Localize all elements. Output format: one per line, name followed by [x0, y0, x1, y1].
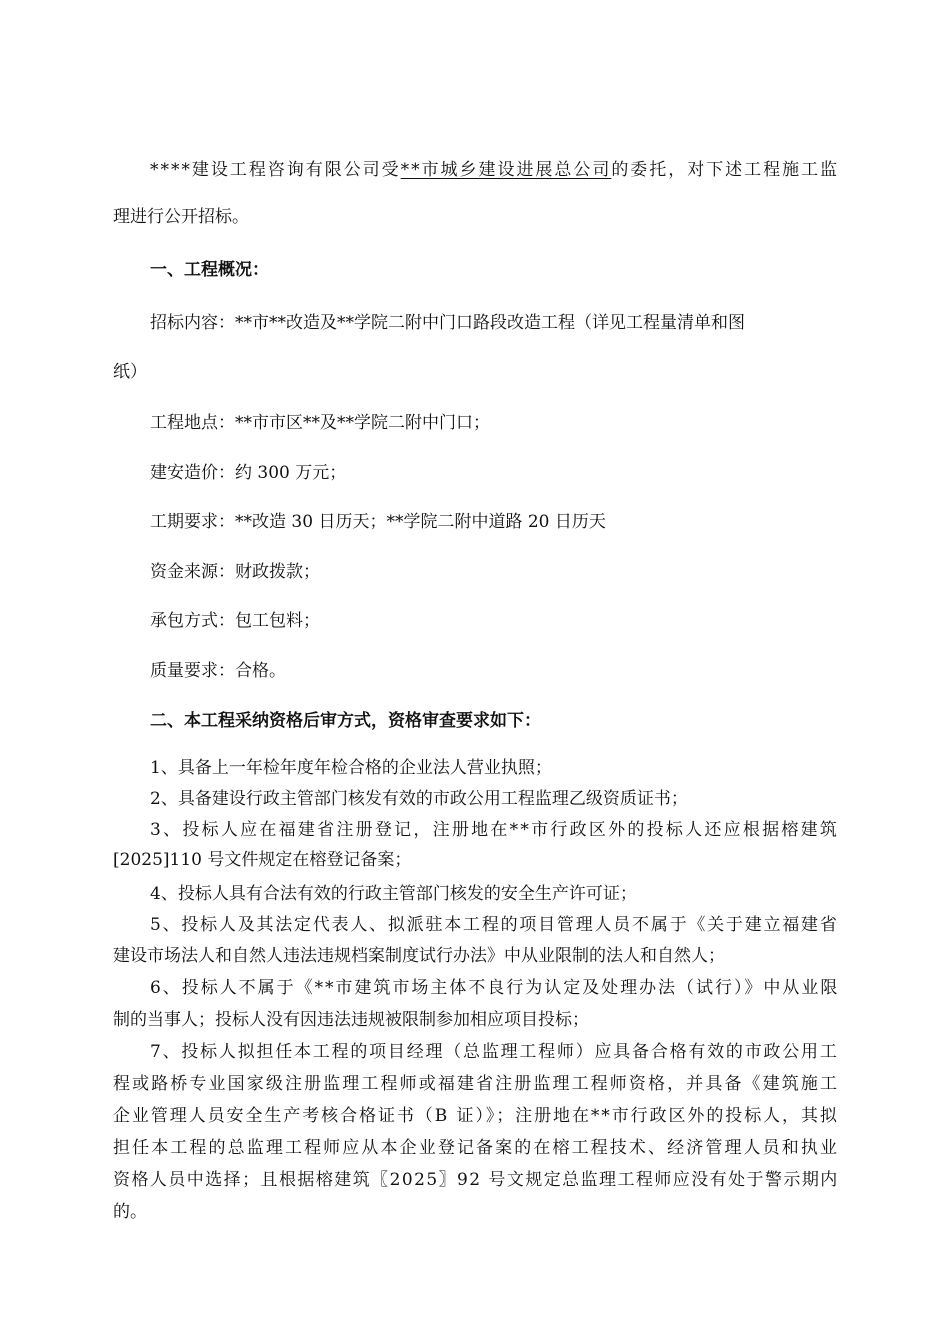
requirement-item-7-line-3: 企业管理人员安全生产考核合格证书（B 证）》；注册地在**市行政区外的投标人，其拟 — [113, 1106, 839, 1126]
contract-method: 承包方式：包工包料； — [150, 611, 320, 631]
requirement-item-6-line-1: 6、投标人不属于《**市建筑市场主体不良行为认定及处理办法（试行）》中从业限 — [150, 978, 840, 998]
funding-source: 资金来源：财政拨款； — [150, 562, 320, 582]
client-name: **市城乡建设进展总公司 — [400, 160, 612, 180]
requirement-item-4: 4、投标人具有合法有效的行政主管部门核发的安全生产许可证； — [150, 884, 637, 904]
project-location: 工程地点：**市市区**及**学院二附中门口； — [150, 413, 490, 433]
requirement-item-5-line-2: 建设市场法人和自然人违法违规档案制度试行办法》中从业限制的法人和自然人； — [113, 946, 725, 966]
intro-line-2: 理进行公开招标。 — [113, 207, 249, 227]
requirement-item-7-line-1: 7、投标人拟担任本工程的项目经理（总监理工程师）应具备合格有效的市政公用工 — [150, 1042, 839, 1062]
requirement-item-7-line-5: 资格人员中选择；且根据榕建筑〖2025〗92 号文规定总监理工程师应没有处于警示期内 — [113, 1170, 839, 1190]
requirement-item-1: 1、具备上一年检年度年检合格的企业法人营业执照； — [150, 758, 552, 778]
quality-requirement: 质量要求：合格。 — [150, 661, 286, 681]
requirement-item-5-line-1: 5、投标人及其法定代表人、拟派驻本工程的项目管理人员不属于《关于建立福建省 — [150, 915, 839, 935]
section1-heading: 一、工程概况： — [150, 260, 269, 280]
duration-requirement: 工期要求：**改造 30 日历天；**学院二附中道路 20 日历天 — [150, 512, 606, 532]
requirement-item-7-line-6: 的。 — [113, 1202, 147, 1222]
requirement-item-7-line-2: 程或路桥专业国家级注册监理工程师或福建省注册监理工程师资格，并具备《建筑施工 — [113, 1074, 840, 1094]
intro-line-1 — [150, 158, 839, 182]
construction-cost: 建安造价：约 300 万元； — [150, 463, 347, 483]
requirement-item-3-line-1: 3、投标人应在福建省注册登记，注册地在**市行政区外的投标人还应根据榕建筑 — [150, 820, 840, 840]
requirement-item-7-line-4: 担任本工程的总监理工程师应从本企业登记备案的在榕工程技术、经济管理人员和执业 — [113, 1138, 840, 1158]
requirement-item-6-line-2: 制的当事人；投标人没有因违法违规被限制参加相应项目投标； — [113, 1010, 589, 1030]
intro-suffix: 的委托，对下述工程施工监 — [611, 160, 840, 180]
requirement-item-3-line-2: [2025]110 号文件规定在榕登记备案； — [113, 850, 412, 870]
bid-content-line-2: 纸） — [113, 362, 147, 382]
intro-prefix: ****建设工程咨询有限公司受 — [150, 160, 401, 180]
bid-content-line-1: 招标内容：**市**改造及**学院二附中门口路段改造工程（详见工程量清单和图 — [150, 313, 745, 333]
section2-heading: 二、本工程采纳资格后审方式，资格审查要求如下： — [150, 711, 541, 731]
requirement-item-2: 2、具备建设行政主管部门核发有效的市政公用工程监理乙级资质证书； — [150, 789, 688, 809]
